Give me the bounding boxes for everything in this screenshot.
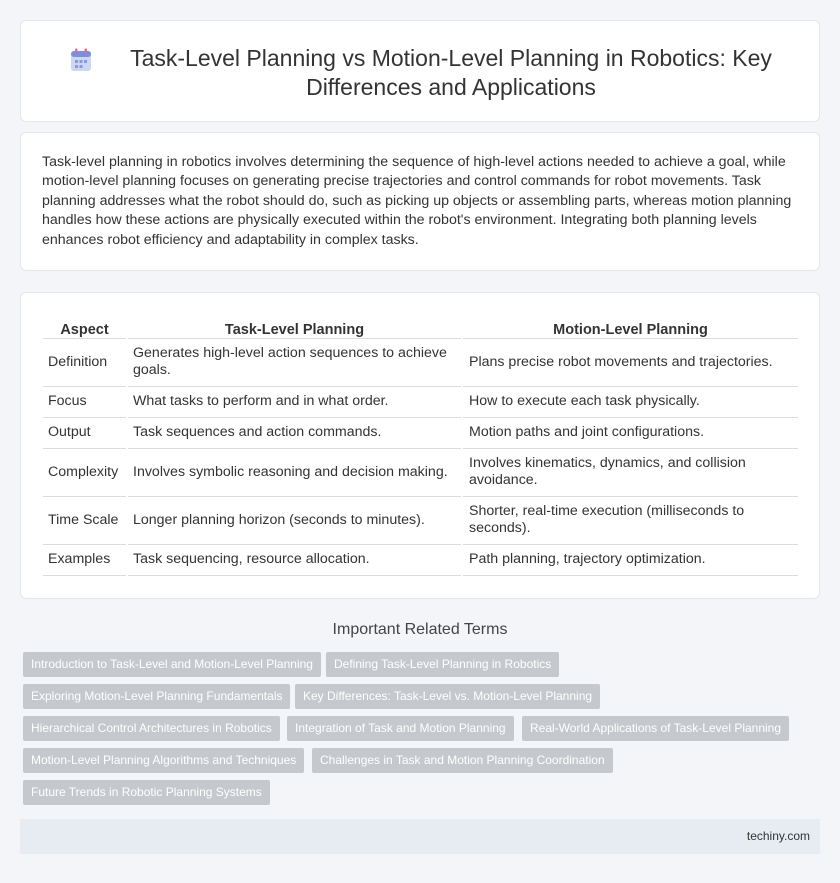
header-motion-level: Motion-Level Planning — [462, 316, 798, 338]
row-motion-level: How to execute each task physically. — [462, 386, 798, 417]
row-task-level: Task sequences and action commands. — [127, 417, 462, 448]
row-task-level: What tasks to perform and in what order. — [127, 386, 462, 417]
row-motion-level: Plans precise robot movements and trajectories. — [462, 338, 798, 386]
related-tag[interactable]: Integration of Task and Motion Planning — [287, 716, 514, 741]
related-tag[interactable]: Exploring Motion-Level Planning Fundamentals — [23, 684, 290, 709]
row-task-level: Task sequencing, resource allocation. — [127, 544, 462, 575]
table-row — [43, 386, 798, 417]
related-tag[interactable]: Real-World Applications of Task-Level Planning — [522, 716, 789, 741]
table-row — [43, 448, 798, 496]
comparison-table — [43, 316, 798, 576]
table-row — [43, 417, 798, 448]
row-aspect: Time Scale — [43, 496, 127, 544]
related-tag[interactable]: Motion-Level Planning Algorithms and Techniques — [23, 748, 304, 773]
row-aspect: Focus — [43, 386, 127, 417]
related-tag[interactable]: Hierarchical Control Architectures in Robotics — [23, 716, 280, 741]
row-task-level: Involves symbolic reasoning and decision making. — [127, 448, 462, 496]
row-task-level: Generates high-level action sequences to achieve goals. — [127, 338, 462, 386]
page-title: Task-Level Planning vs Motion-Level Planning in Robotics: Key Differences and Applications — [130, 45, 772, 100]
row-aspect: Complexity — [43, 448, 127, 496]
row-motion-level: Path planning, trajectory optimization. — [462, 544, 798, 575]
table-row — [43, 544, 798, 575]
footer — [20, 819, 820, 854]
related-tag[interactable]: Key Differences: Task-Level vs. Motion-Level Planning — [295, 684, 600, 709]
footer-brand[interactable]: techiny.com — [746, 829, 810, 843]
intro-card — [20, 132, 820, 271]
table-header-row — [43, 316, 798, 338]
title-card — [20, 20, 820, 122]
related-tag[interactable]: Introduction to Task-Level and Motion-Level Planning — [23, 652, 321, 677]
header-task-level: Task-Level Planning — [127, 316, 462, 338]
row-aspect: Output — [43, 417, 127, 448]
header-aspect: Aspect — [43, 316, 127, 338]
row-motion-level: Motion paths and joint configurations. — [462, 417, 798, 448]
calendar-icon — [69, 47, 93, 73]
related-tag[interactable]: Challenges in Task and Motion Planning Coordination — [312, 748, 613, 773]
related-terms-heading: Important Related Terms — [332, 621, 508, 638]
row-motion-level: Involves kinematics, dynamics, and collision avoidance. — [462, 448, 798, 496]
comparison-card — [20, 292, 820, 599]
related-tag[interactable]: Future Trends in Robotic Planning Systems — [23, 780, 270, 805]
table-row — [43, 496, 798, 544]
intro-paragraph: Task-level planning in robotics involves determining the sequence of high-level actions needed to achieve a goal, while motion-level planning focuses on generating precise trajectories and control commands for robot movements. Task planning addresses what the robot should do, such as picking up objects or assembling parts, whereas motion planning handles how these actions are physically executed within the robot's environment. Integrating both planning levels enhances robot efficiency and adaptability in complex tasks. — [42, 154, 792, 248]
table-row — [43, 338, 798, 386]
row-aspect: Definition — [43, 338, 127, 386]
row-motion-level: Shorter, real-time execution (milliseconds to seconds). — [462, 496, 798, 544]
row-task-level: Longer planning horizon (seconds to minutes). — [127, 496, 462, 544]
related-tag[interactable]: Defining Task-Level Planning in Robotics — [326, 652, 559, 677]
row-aspect: Examples — [43, 544, 127, 575]
